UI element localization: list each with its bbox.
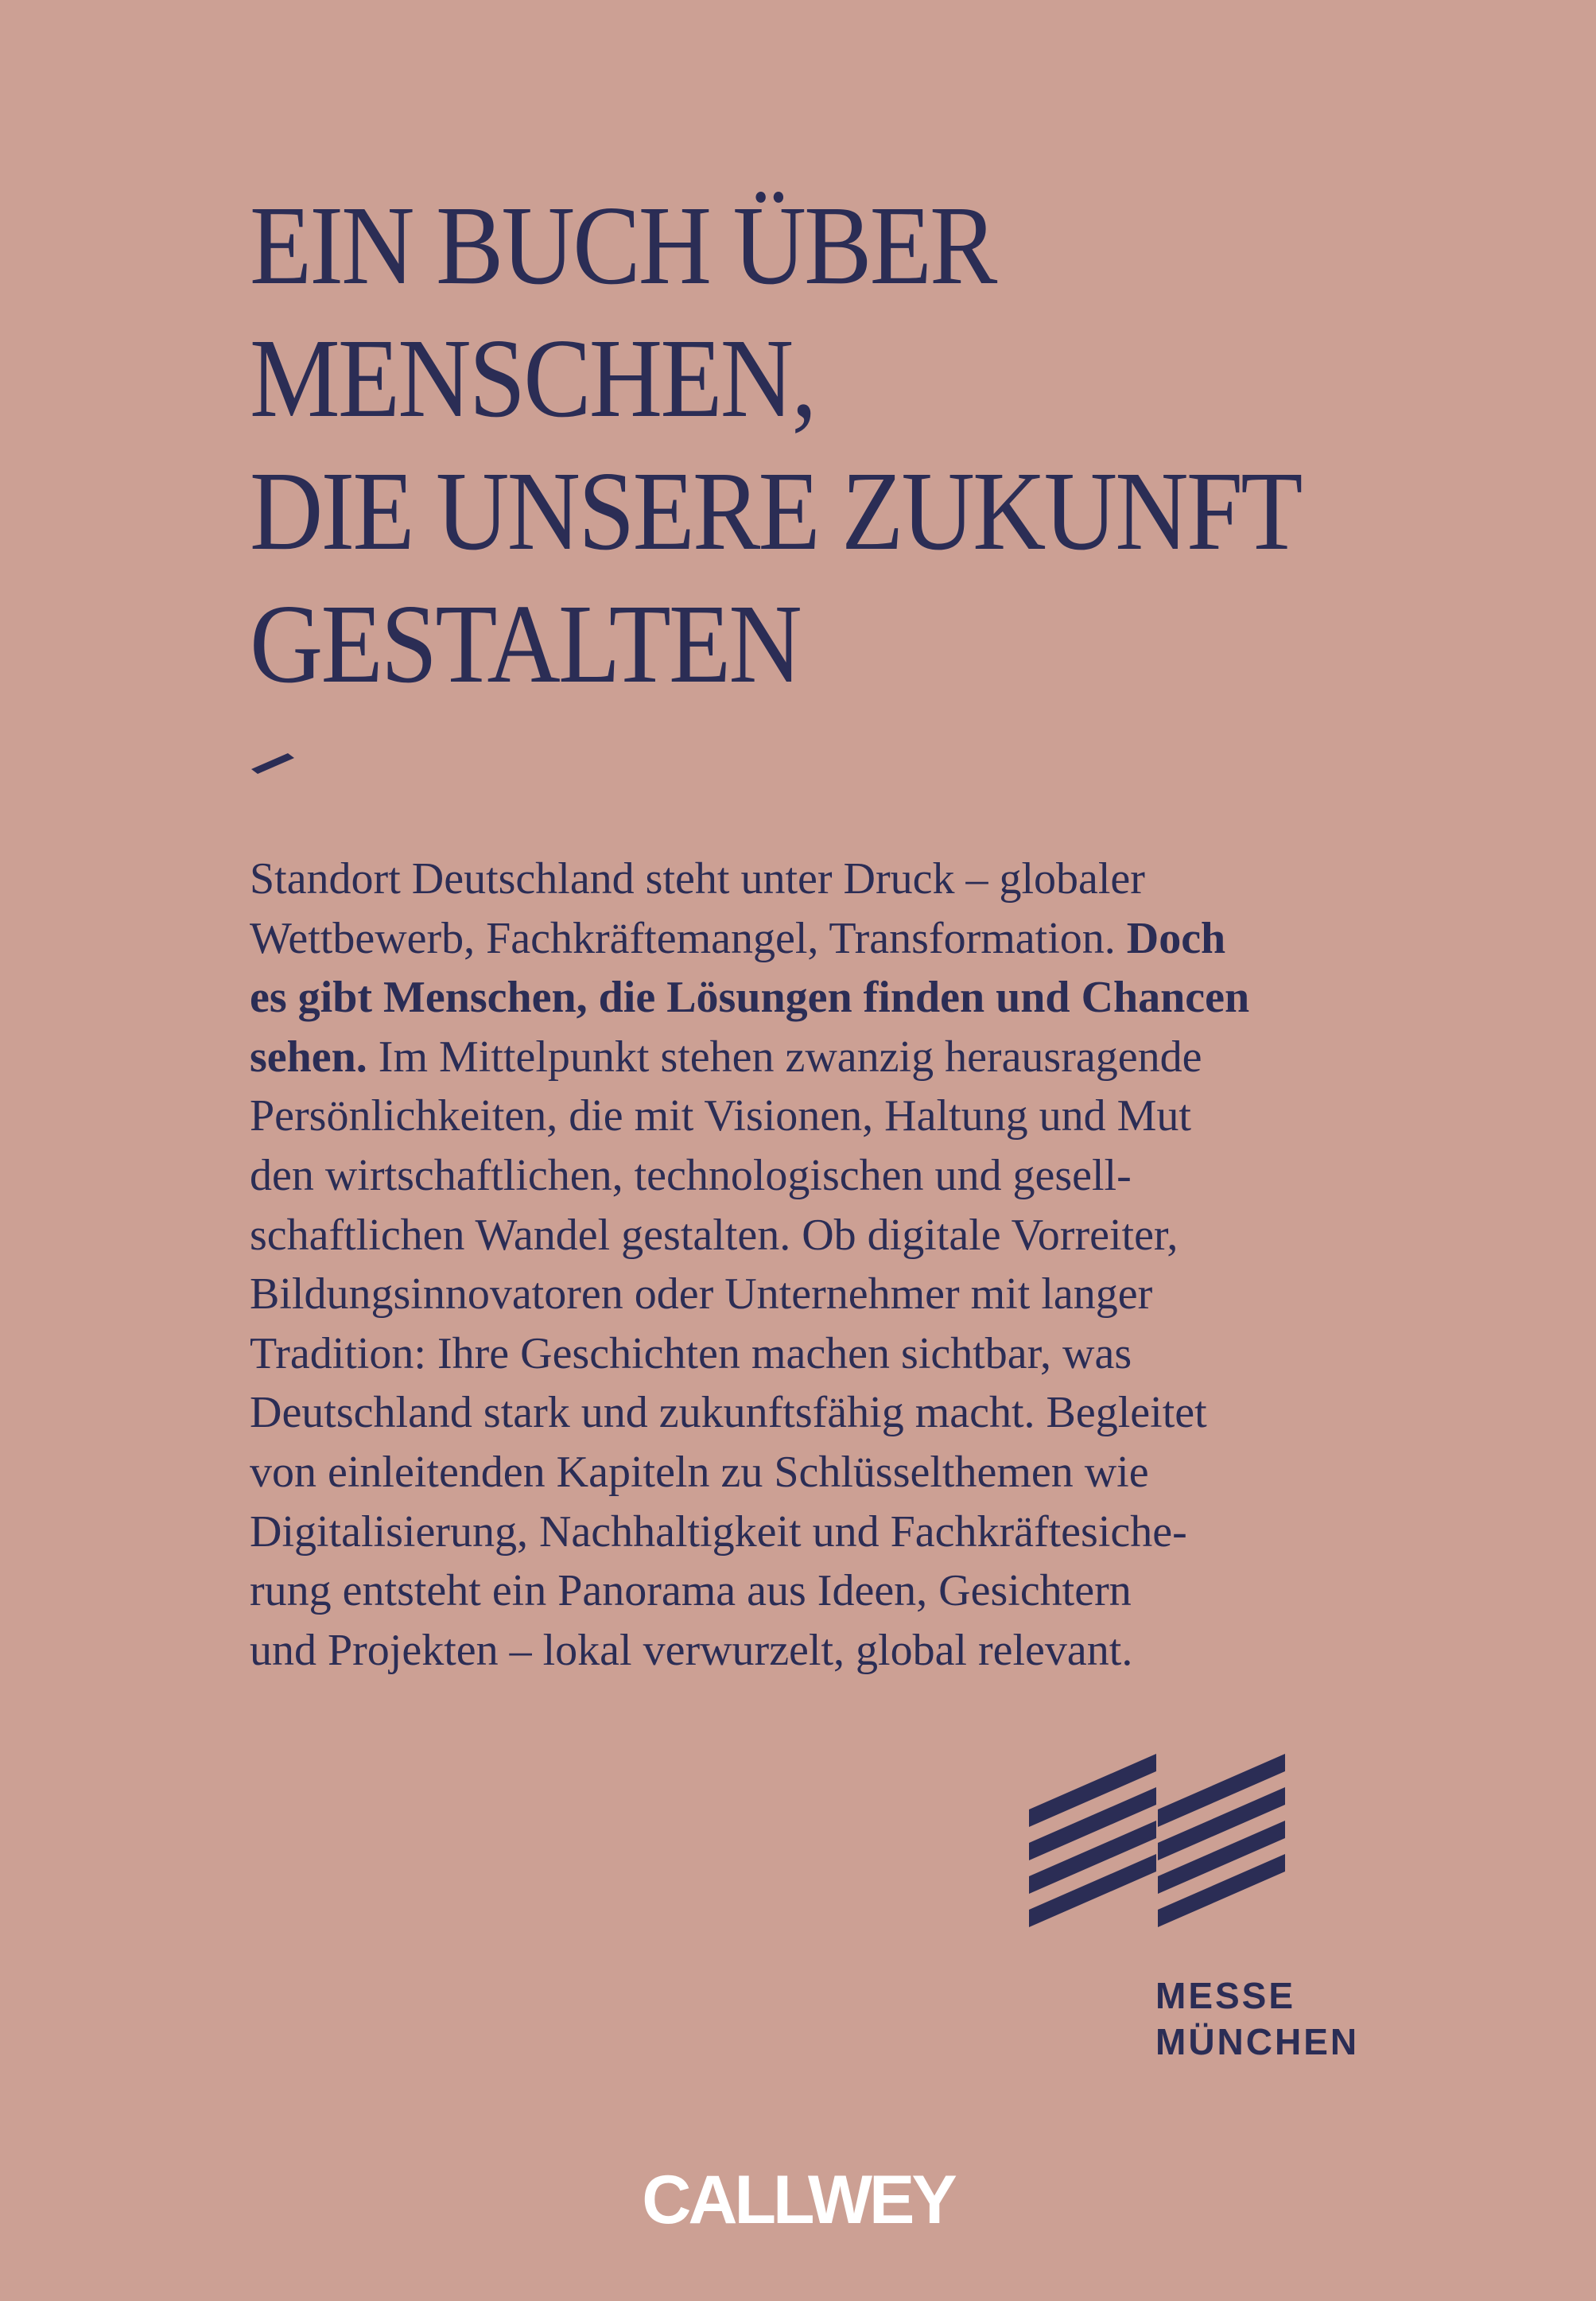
blurb-line: Deutschland stark und zukunftsfähig macht. Begleitet: [250, 1388, 1207, 1438]
publisher-logo: CALLWEY: [642, 2162, 954, 2238]
blurb-line: von einleitenden Kapiteln zu Schlüsselthemen wie: [250, 1447, 1149, 1497]
blurb-line: es gibt Menschen, die Lösungen finden und Chancen: [250, 973, 1250, 1023]
blurb-line: Digitalisierung, Nachhaltigkeit und Fachkräftesiche-: [250, 1506, 1187, 1557]
headline: [250, 179, 1366, 710]
brand-line-2: MÜNCHEN: [1155, 2021, 1360, 2062]
messe-muenchen-logo-icon: [1029, 1754, 1285, 1930]
blurb-line: sehen. Im Mittelpunkt stehen zwanzig herausragende: [250, 1032, 1202, 1082]
headline-line: EIN BUCH ÜBER: [250, 182, 996, 308]
dash-mark-icon: [251, 752, 294, 775]
headline-line: DIE UNSERE ZUKUNFT: [250, 448, 1301, 573]
brand-name: [1155, 1973, 1359, 2065]
blurb-line: rung entsteht ein Panorama aus Ideen, Gesichtern: [250, 1566, 1132, 1616]
blurb-line: Tradition: Ihre Geschichten machen sichtbar, was: [250, 1328, 1132, 1378]
blurb-text: [250, 849, 1395, 1680]
blurb-line: den wirtschaftlichen, technologischen und gesell-: [250, 1150, 1132, 1200]
blurb-line: Wettbewerb, Fachkräftemangel, Transformation. Doch: [250, 913, 1226, 963]
headline-line: GESTALTEN: [250, 581, 801, 706]
blurb-line: Persönlichkeiten, die mit Visionen, Haltung und Mut: [250, 1091, 1191, 1141]
blurb-line: Bildungsinnovatoren oder Unternehmer mit langer: [250, 1269, 1153, 1320]
brand-line-1: MESSE: [1155, 1975, 1296, 2016]
blurb-line: schaftlichen Wandel gestalten. Ob digitale Vorreiter,: [250, 1210, 1179, 1260]
blurb-line: Standort Deutschland steht unter Druck – globaler: [250, 854, 1145, 904]
headline-line: MENSCHEN,: [250, 315, 815, 441]
blurb-line: und Projekten – lokal verwurzelt, global relevant.: [250, 1625, 1133, 1675]
